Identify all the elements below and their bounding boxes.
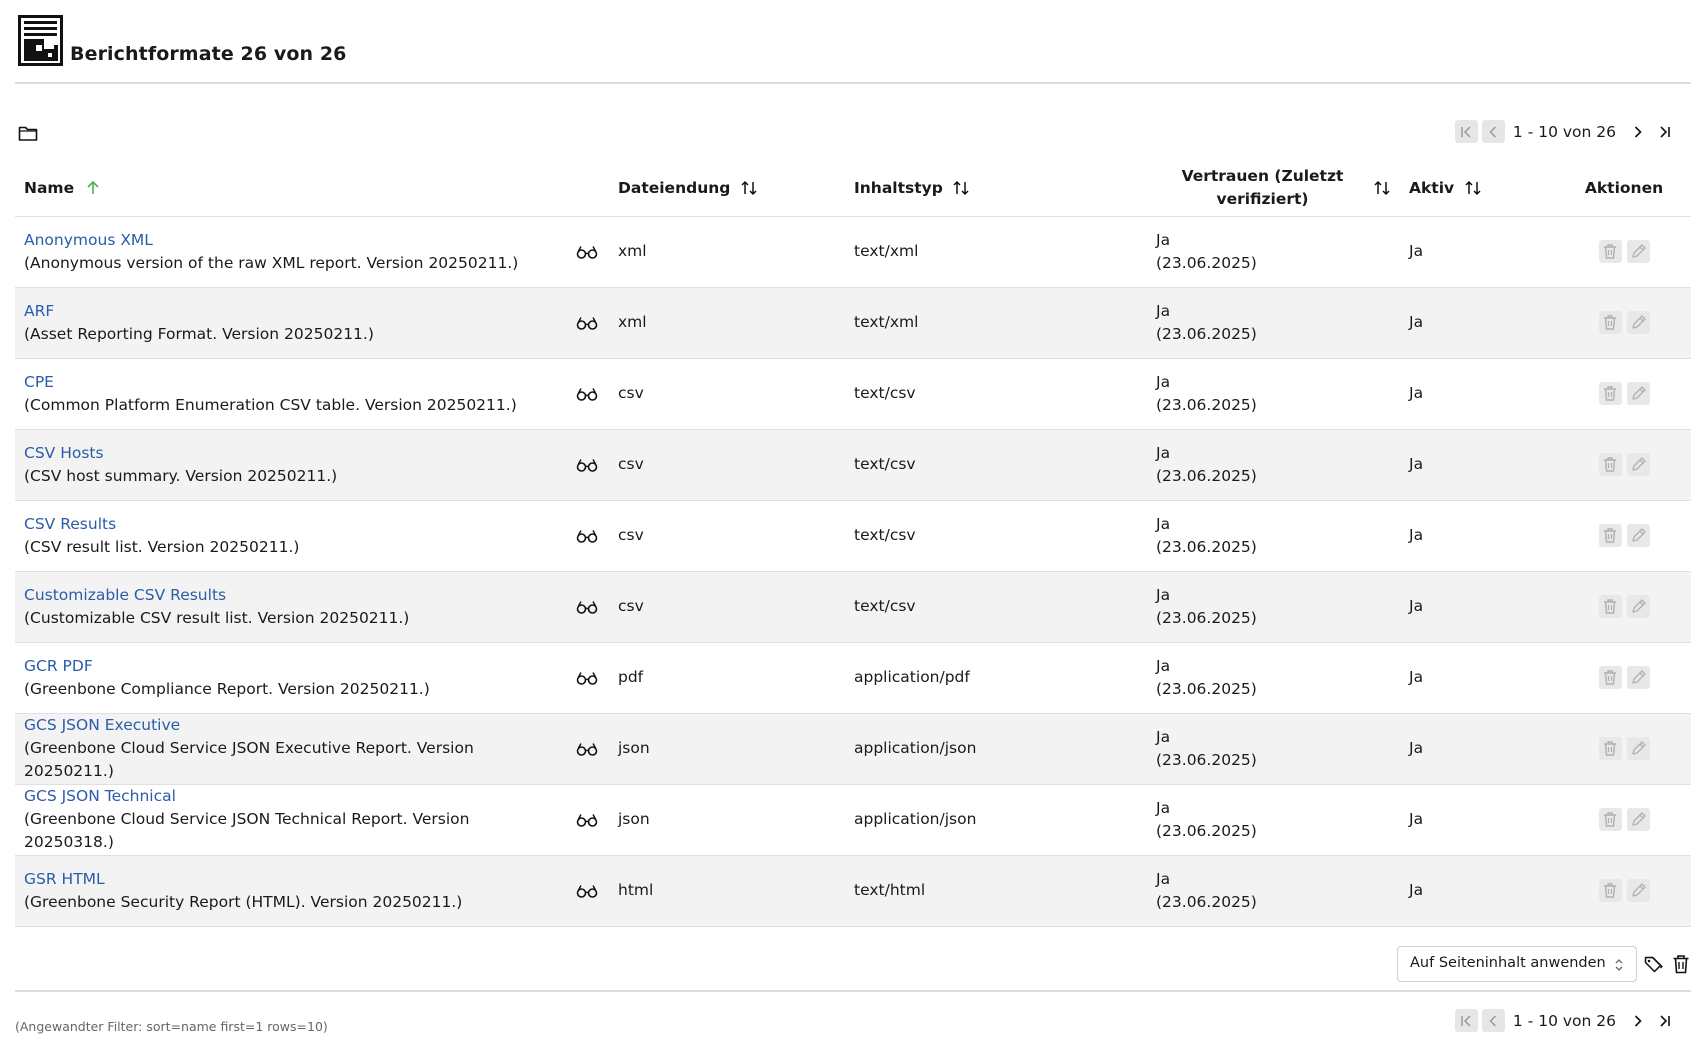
report-format-name-link[interactable]: CPE — [24, 372, 54, 391]
first-page-button[interactable] — [1455, 1009, 1478, 1032]
column-header-extension[interactable]: Dateiendung — [609, 160, 845, 216]
glasses-icon[interactable] — [576, 387, 598, 401]
delete-button[interactable] — [1599, 595, 1622, 618]
trust-date: (23.06.2025) — [1156, 892, 1257, 911]
glasses-icon[interactable] — [576, 742, 598, 756]
page-header — [15, 14, 1691, 84]
trust-value: Ja — [1156, 514, 1171, 533]
trust-date: (23.06.2025) — [1156, 324, 1257, 343]
extension-cell: html — [609, 855, 845, 926]
column-header-active[interactable]: Aktiv — [1400, 160, 1557, 216]
report-format-name-link[interactable]: CSV Results — [24, 514, 117, 533]
glasses-icon[interactable] — [576, 884, 598, 898]
previous-page-button[interactable] — [1482, 1009, 1505, 1032]
content-type-cell: text/html — [845, 855, 1147, 926]
actions-cell — [1557, 358, 1691, 429]
extension-cell: csv — [609, 571, 845, 642]
trust-value: Ja — [1156, 727, 1171, 746]
trash-icon — [1602, 882, 1618, 899]
active-cell: Ja — [1400, 358, 1557, 429]
report-format-summary: (Customizable CSV result list. Version 20250211.) — [24, 608, 410, 627]
sort-icon — [740, 179, 758, 197]
active-cell: Ja — [1400, 784, 1557, 855]
name-cell — [15, 287, 565, 358]
trust-date: (23.06.2025) — [1156, 608, 1257, 627]
sort-icon — [1464, 179, 1482, 197]
trash-icon — [1602, 527, 1618, 544]
active-cell: Ja — [1400, 855, 1557, 926]
active-cell: Ja — [1400, 216, 1557, 287]
preview-cell — [565, 500, 609, 571]
trust-value: Ja — [1156, 585, 1171, 604]
column-header-name[interactable]: Name — [15, 160, 565, 216]
edit-icon — [1630, 669, 1646, 686]
name-cell — [15, 358, 565, 429]
trash-icon — [1602, 243, 1618, 260]
extension-cell: csv — [609, 500, 845, 571]
active-cell: Ja — [1400, 287, 1557, 358]
trust-date: (23.06.2025) — [1156, 750, 1257, 769]
table-header-row — [15, 160, 1691, 216]
table-row — [15, 429, 1691, 500]
trash-icon[interactable] — [1672, 954, 1690, 974]
sort-ascending-icon — [84, 179, 102, 197]
first-page-icon — [1459, 125, 1473, 139]
glasses-icon[interactable] — [576, 813, 598, 827]
actions-cell — [1557, 642, 1691, 713]
content-type-cell: application/json — [845, 713, 1147, 784]
edit-button[interactable] — [1627, 879, 1650, 902]
next-page-icon — [1631, 1014, 1645, 1028]
report-format-summary: (Anonymous version of the raw XML report. Version 20250211.) — [24, 253, 519, 272]
last-page-button[interactable] — [1653, 120, 1676, 143]
active-cell: Ja — [1400, 642, 1557, 713]
trust-value: Ja — [1156, 656, 1171, 675]
content-type-cell: text/csv — [845, 500, 1147, 571]
extension-cell: pdf — [609, 642, 845, 713]
report-format-name-link[interactable]: GCS JSON Executive — [24, 716, 181, 734]
report-format-summary: (Greenbone Cloud Service JSON Technical Report. Version 20250318.) — [24, 810, 470, 851]
delete-button[interactable] — [1599, 808, 1622, 831]
edit-button[interactable] — [1627, 240, 1650, 263]
trust-cell — [1147, 713, 1400, 784]
first-page-button[interactable] — [1455, 120, 1478, 143]
edit-icon — [1630, 882, 1646, 899]
table-row — [15, 287, 1691, 358]
trust-value: Ja — [1156, 443, 1171, 462]
edit-icon — [1630, 598, 1646, 615]
trash-icon — [1602, 456, 1618, 473]
tag-icon[interactable] — [1644, 955, 1664, 973]
edit-icon — [1630, 456, 1646, 473]
trust-value: Ja — [1156, 372, 1171, 391]
previous-page-icon — [1486, 125, 1500, 139]
content-type-cell: text/csv — [845, 571, 1147, 642]
trash-icon — [1602, 740, 1618, 757]
pagination-bottom — [1455, 1009, 1676, 1032]
delete-button[interactable] — [1599, 311, 1622, 334]
edit-button[interactable] — [1627, 311, 1650, 334]
next-page-icon — [1631, 125, 1645, 139]
preview-cell — [565, 429, 609, 500]
apply-to-select[interactable] — [1397, 946, 1637, 982]
preview-cell — [565, 642, 609, 713]
name-cell — [15, 429, 565, 500]
content-type-cell: text/csv — [845, 429, 1147, 500]
extension-cell: xml — [609, 287, 845, 358]
name-cell — [15, 500, 565, 571]
column-header-spacer — [565, 160, 609, 216]
table-row — [15, 642, 1691, 713]
edit-button[interactable] — [1627, 666, 1650, 689]
report-format-summary: (Common Platform Enumeration CSV table. Version 20250211.) — [24, 395, 517, 414]
edit-button[interactable] — [1627, 382, 1650, 405]
extension-cell: json — [609, 784, 845, 855]
preview-cell — [565, 713, 609, 784]
glasses-icon[interactable] — [576, 316, 598, 330]
glasses-icon[interactable] — [576, 529, 598, 543]
actions-cell — [1557, 216, 1691, 287]
last-page-icon — [1658, 125, 1672, 139]
trust-cell — [1147, 855, 1400, 926]
content-type-cell: text/csv — [845, 358, 1147, 429]
preview-cell — [565, 571, 609, 642]
report-format-summary: (CSV host summary. Version 20250211.) — [24, 466, 338, 485]
trust-cell — [1147, 571, 1400, 642]
table-row — [15, 784, 1691, 855]
report-format-name-link[interactable]: CSV Hosts — [24, 443, 104, 462]
previous-page-icon — [1486, 1014, 1500, 1028]
trust-cell — [1147, 642, 1400, 713]
report-format-summary: (Greenbone Compliance Report. Version 20250211.) — [24, 679, 430, 698]
edit-button[interactable] — [1627, 737, 1650, 760]
pagination-range: 1 - 10 von 26 — [1512, 1011, 1616, 1030]
report-format-name-link[interactable]: GCR PDF — [24, 656, 93, 675]
sort-icon — [952, 179, 970, 197]
delete-button[interactable] — [1599, 524, 1622, 547]
table-row — [15, 855, 1691, 926]
table-row — [15, 713, 1691, 784]
trust-cell — [1147, 358, 1400, 429]
report-format-name-link[interactable]: ARF — [24, 301, 55, 320]
trust-value: Ja — [1156, 230, 1171, 249]
last-page-icon — [1658, 1014, 1672, 1028]
delete-button[interactable] — [1599, 666, 1622, 689]
pagination-range: 1 - 10 von 26 — [1512, 122, 1616, 141]
report-format-name-link[interactable]: Anonymous XML — [24, 230, 153, 249]
active-cell: Ja — [1400, 571, 1557, 642]
actions-cell — [1557, 713, 1691, 784]
trash-icon — [1602, 314, 1618, 331]
extension-cell: json — [609, 713, 845, 784]
content-type-cell: text/xml — [845, 287, 1147, 358]
sort-icon — [1373, 179, 1391, 197]
column-header-trust[interactable] — [1147, 160, 1400, 216]
delete-button[interactable] — [1599, 879, 1622, 902]
edit-button[interactable] — [1627, 808, 1650, 831]
actions-cell — [1557, 571, 1691, 642]
content-type-cell: application/json — [845, 784, 1147, 855]
edit-button[interactable] — [1627, 595, 1650, 618]
active-cell: Ja — [1400, 429, 1557, 500]
report-format-logo-icon — [18, 15, 63, 66]
glasses-icon[interactable] — [576, 458, 598, 472]
pagination-top — [1455, 120, 1676, 143]
delete-button[interactable] — [1599, 240, 1622, 263]
report-format-name-link[interactable]: Customizable CSV Results — [24, 585, 227, 604]
table-row — [15, 571, 1691, 642]
report-format-summary: (Asset Reporting Format. Version 20250211.) — [24, 324, 374, 343]
glasses-icon[interactable] — [576, 245, 598, 259]
trust-cell — [1147, 784, 1400, 855]
extension-cell: csv — [609, 429, 845, 500]
report-format-name-link[interactable]: GSR HTML — [24, 869, 105, 888]
table-row — [15, 358, 1691, 429]
preview-cell — [565, 855, 609, 926]
trash-icon — [1602, 811, 1618, 828]
actions-cell — [1557, 287, 1691, 358]
column-header-content-type[interactable]: Inhaltstyp — [845, 160, 1147, 216]
trust-value: Ja — [1156, 301, 1171, 320]
edit-icon — [1630, 243, 1646, 260]
last-page-button[interactable] — [1653, 1009, 1676, 1032]
folder-icon[interactable] — [18, 124, 38, 142]
active-cell: Ja — [1400, 713, 1557, 784]
trust-cell — [1147, 500, 1400, 571]
trust-date: (23.06.2025) — [1156, 679, 1257, 698]
extension-cell: csv — [609, 358, 845, 429]
delete-button[interactable] — [1599, 453, 1622, 476]
next-page-button[interactable] — [1626, 1009, 1649, 1032]
actions-cell — [1557, 429, 1691, 500]
active-cell: Ja — [1400, 500, 1557, 571]
trust-date: (23.06.2025) — [1156, 537, 1257, 556]
trust-header-line2: verifiziert) — [1216, 189, 1309, 208]
trust-date: (23.06.2025) — [1156, 395, 1257, 414]
report-format-name-link[interactable]: GCS JSON Technical — [24, 787, 176, 805]
trust-date: (23.06.2025) — [1156, 821, 1257, 840]
name-cell — [15, 713, 565, 784]
trust-cell — [1147, 287, 1400, 358]
trust-date: (23.06.2025) — [1156, 466, 1257, 485]
extension-cell: xml — [609, 216, 845, 287]
apply-to-select-value: Auf Seiteninhalt anwenden — [1410, 955, 1606, 971]
table-row — [15, 216, 1691, 287]
edit-icon — [1630, 527, 1646, 544]
first-page-icon — [1459, 1014, 1473, 1028]
trash-icon — [1602, 385, 1618, 402]
report-format-summary: (CSV result list. Version 20250211.) — [24, 537, 300, 556]
bulk-actions-bar — [15, 926, 1691, 992]
name-cell — [15, 855, 565, 926]
content-type-cell: application/pdf — [845, 642, 1147, 713]
edit-icon — [1630, 314, 1646, 331]
column-header-actions: Aktionen — [1557, 160, 1691, 216]
delete-button[interactable] — [1599, 382, 1622, 405]
report-format-summary: (Greenbone Cloud Service JSON Executive Report. Version 20250211.) — [24, 739, 474, 780]
glasses-icon[interactable] — [576, 671, 598, 685]
page-title: Berichtformate 26 von 26 — [70, 43, 347, 65]
trust-value: Ja — [1156, 798, 1171, 817]
trust-cell — [1147, 429, 1400, 500]
preview-cell — [565, 216, 609, 287]
edit-button[interactable] — [1627, 524, 1650, 547]
edit-icon — [1630, 385, 1646, 402]
preview-cell — [565, 287, 609, 358]
name-cell — [15, 571, 565, 642]
edit-icon — [1630, 811, 1646, 828]
edit-button[interactable] — [1627, 453, 1650, 476]
report-formats-table — [15, 160, 1691, 927]
trash-icon — [1602, 598, 1618, 615]
applied-filter-text: (Angewandter Filter: sort=name first=1 rows=10) — [15, 1019, 328, 1034]
trust-cell — [1147, 216, 1400, 287]
actions-cell — [1557, 784, 1691, 855]
trust-header-line1: Vertrauen (Zuletzt — [1181, 166, 1344, 185]
report-format-summary: (Greenbone Security Report (HTML). Version 20250211.) — [24, 892, 463, 911]
next-page-button[interactable] — [1626, 120, 1649, 143]
table-row — [15, 500, 1691, 571]
content-type-cell: text/xml — [845, 216, 1147, 287]
delete-button[interactable] — [1599, 737, 1622, 760]
actions-cell — [1557, 500, 1691, 571]
trust-value: Ja — [1156, 869, 1171, 888]
previous-page-button[interactable] — [1482, 120, 1505, 143]
preview-cell — [565, 358, 609, 429]
actions-cell — [1557, 855, 1691, 926]
trash-icon — [1602, 669, 1618, 686]
preview-cell — [565, 784, 609, 855]
name-cell — [15, 216, 565, 287]
glasses-icon[interactable] — [576, 600, 598, 614]
name-cell — [15, 642, 565, 713]
chevron-up-down-icon — [1614, 958, 1624, 972]
name-cell — [15, 784, 565, 855]
edit-icon — [1630, 740, 1646, 757]
trust-date: (23.06.2025) — [1156, 253, 1257, 272]
